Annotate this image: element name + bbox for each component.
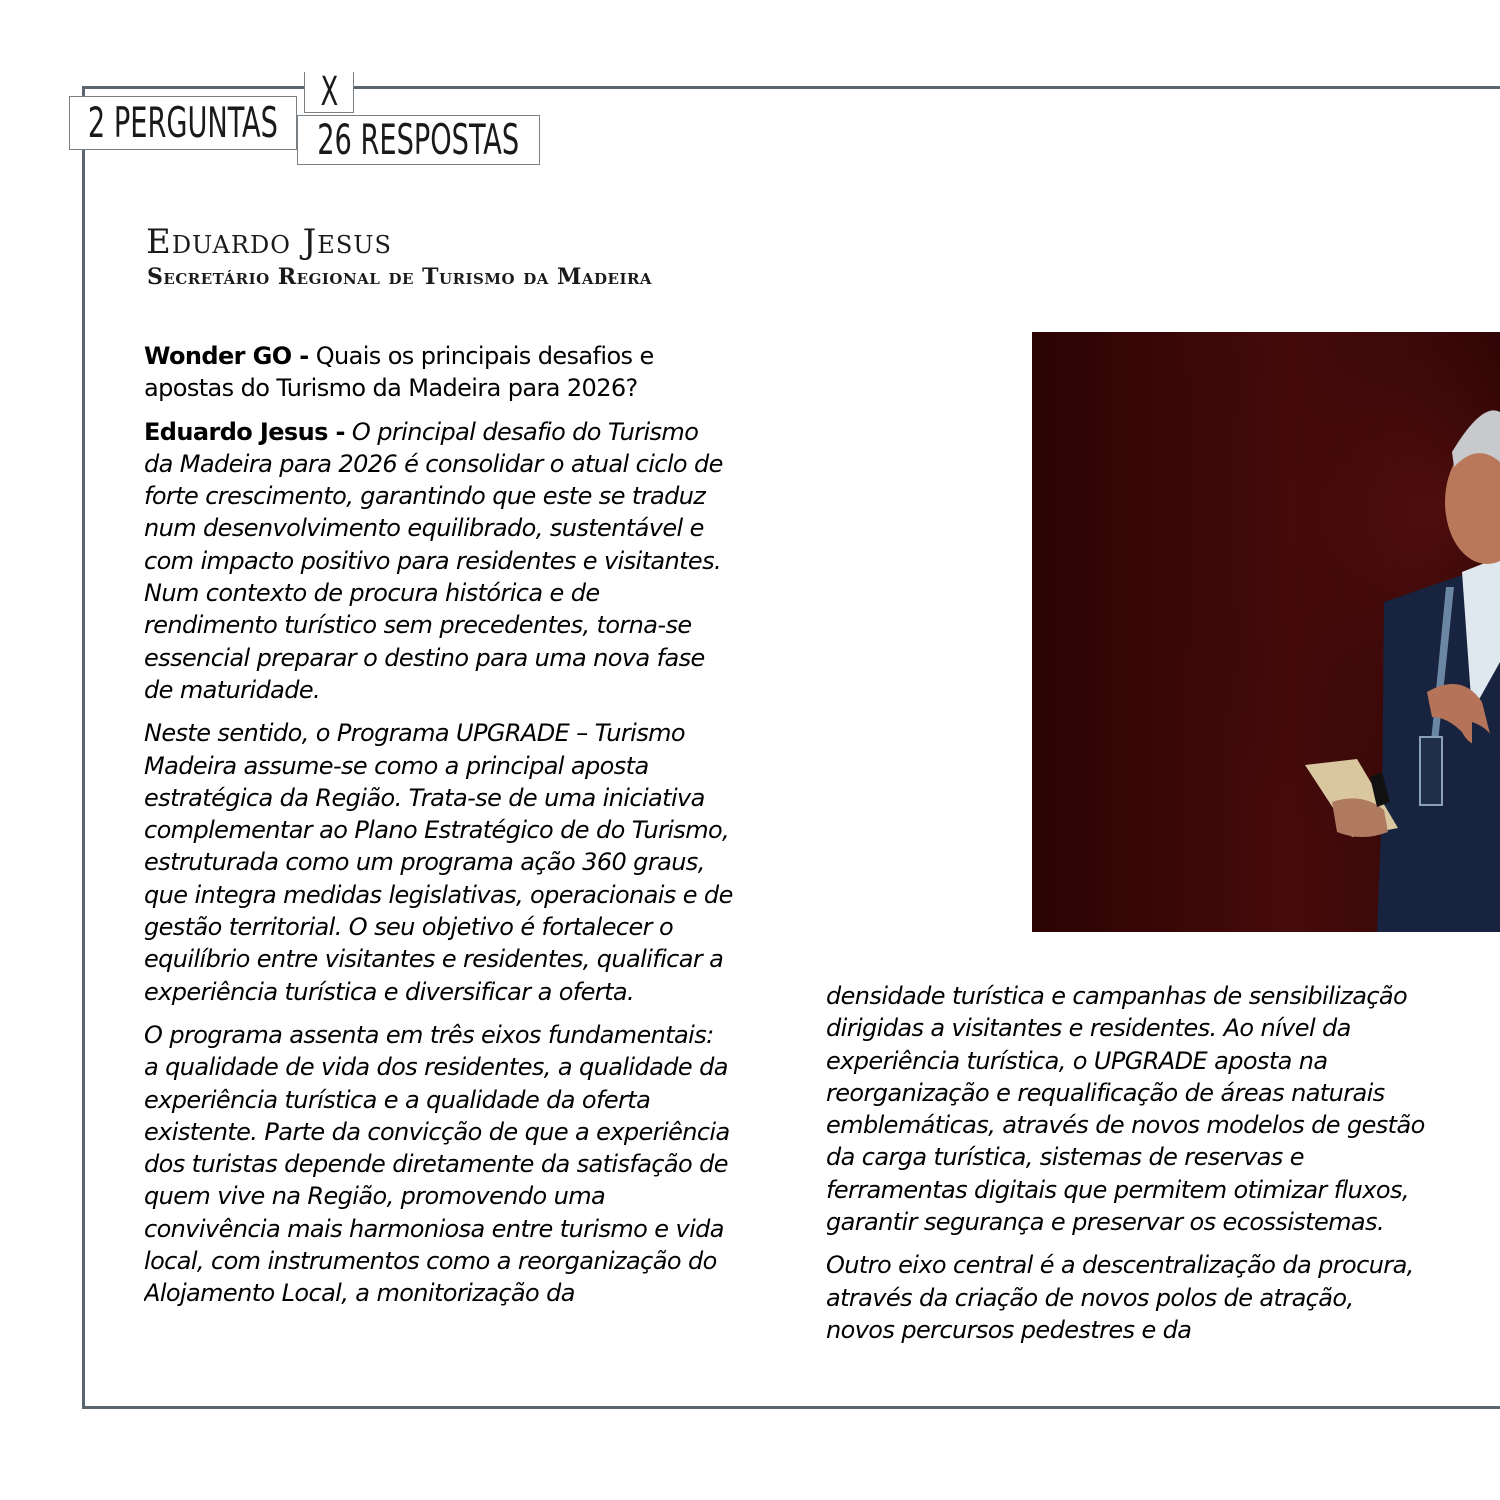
- interviewee-role: Secretário Regional de Turismo da Madeira: [147, 264, 653, 290]
- speaker-illustration: [1032, 332, 1500, 932]
- question-text: Quais os principais desafios e apostas do Turismo da Madeira para 2026?: [144, 342, 654, 403]
- header-tag-perguntas: 2 PERGUNTAS: [69, 96, 297, 150]
- answer-paragraph-3: O programa assenta em três eixos fundamentais: a qualidade de vida dos residentes, a qualidade da experiência turística e a qualidade da oferta existente. Parte da convicção de que a experiência dos turistas depende diretamente da satisfação de quem vive na Região, promovendo uma convivência mais harmoniosa entre turismo e vida local, com instrumentos como a reorganização do Alojamento Local, a monitorização da: [144, 1020, 730, 1308]
- answer-text: O principal desafio do Turismo da Madeira para 2026 é consolidar o atual ciclo de forte crescimento, garantindo que este se traduz num desenvolvimento equilibrado, sustentável e com impacto positivo para residentes e visitantes. Num contexto de procura histórica e de rendimento turístico sem precedentes, torna-se essencial preparar o destino para uma nova fase de maturidade.: [144, 417, 723, 704]
- answer-paragraph-4: densidade turística e campanhas de sensibilização dirigidas a visitantes e residentes. Ao nível da experiência turística, o UPGRADE aposta na reorganização e requalificação de áreas naturais emblemáticas, através de novos modelos de gestão da carga turística, sistemas de reservas e ferramentas digitais que permitem otimizar fluxos, garantir segurança e preservar os ecossistemas.: [826, 982, 1425, 1237]
- question-label: Wonder GO -: [144, 342, 309, 370]
- answer-paragraph-2: Neste sentido, o Programa UPGRADE – Turismo Madeira assume-se como a principal aposta estratégica da Região. Trata-se de uma iniciativa complementar ao Plano Estratégico de do Turismo, estruturada como um programa ação 360 graus, que integra medidas legislativas, operacionais e de gestão territorial. O seu objetivo é fortalecer o equilíbrio entre visitantes e residentes, qualificar a experiência turística e diversificar a oferta.: [144, 719, 733, 1006]
- header-tag-x: X: [304, 72, 354, 113]
- answer-label: Eduardo Jesus -: [144, 417, 345, 446]
- article-column-right: [826, 980, 1426, 1375]
- header-tag-respostas: 26 RESPOSTAS: [297, 115, 540, 165]
- question-paragraph: [144, 340, 734, 405]
- answer-paragraph-5: Outro eixo central é a descentralização da procura, através da criação de novos polos de atração, novos percursos pedestres e da: [826, 1251, 1414, 1344]
- article-column-left: [144, 340, 734, 1375]
- interviewee-name: Eduardo Jesus: [146, 222, 392, 262]
- interviewee-photo: [1032, 332, 1500, 932]
- answer-paragraph: [144, 416, 734, 707]
